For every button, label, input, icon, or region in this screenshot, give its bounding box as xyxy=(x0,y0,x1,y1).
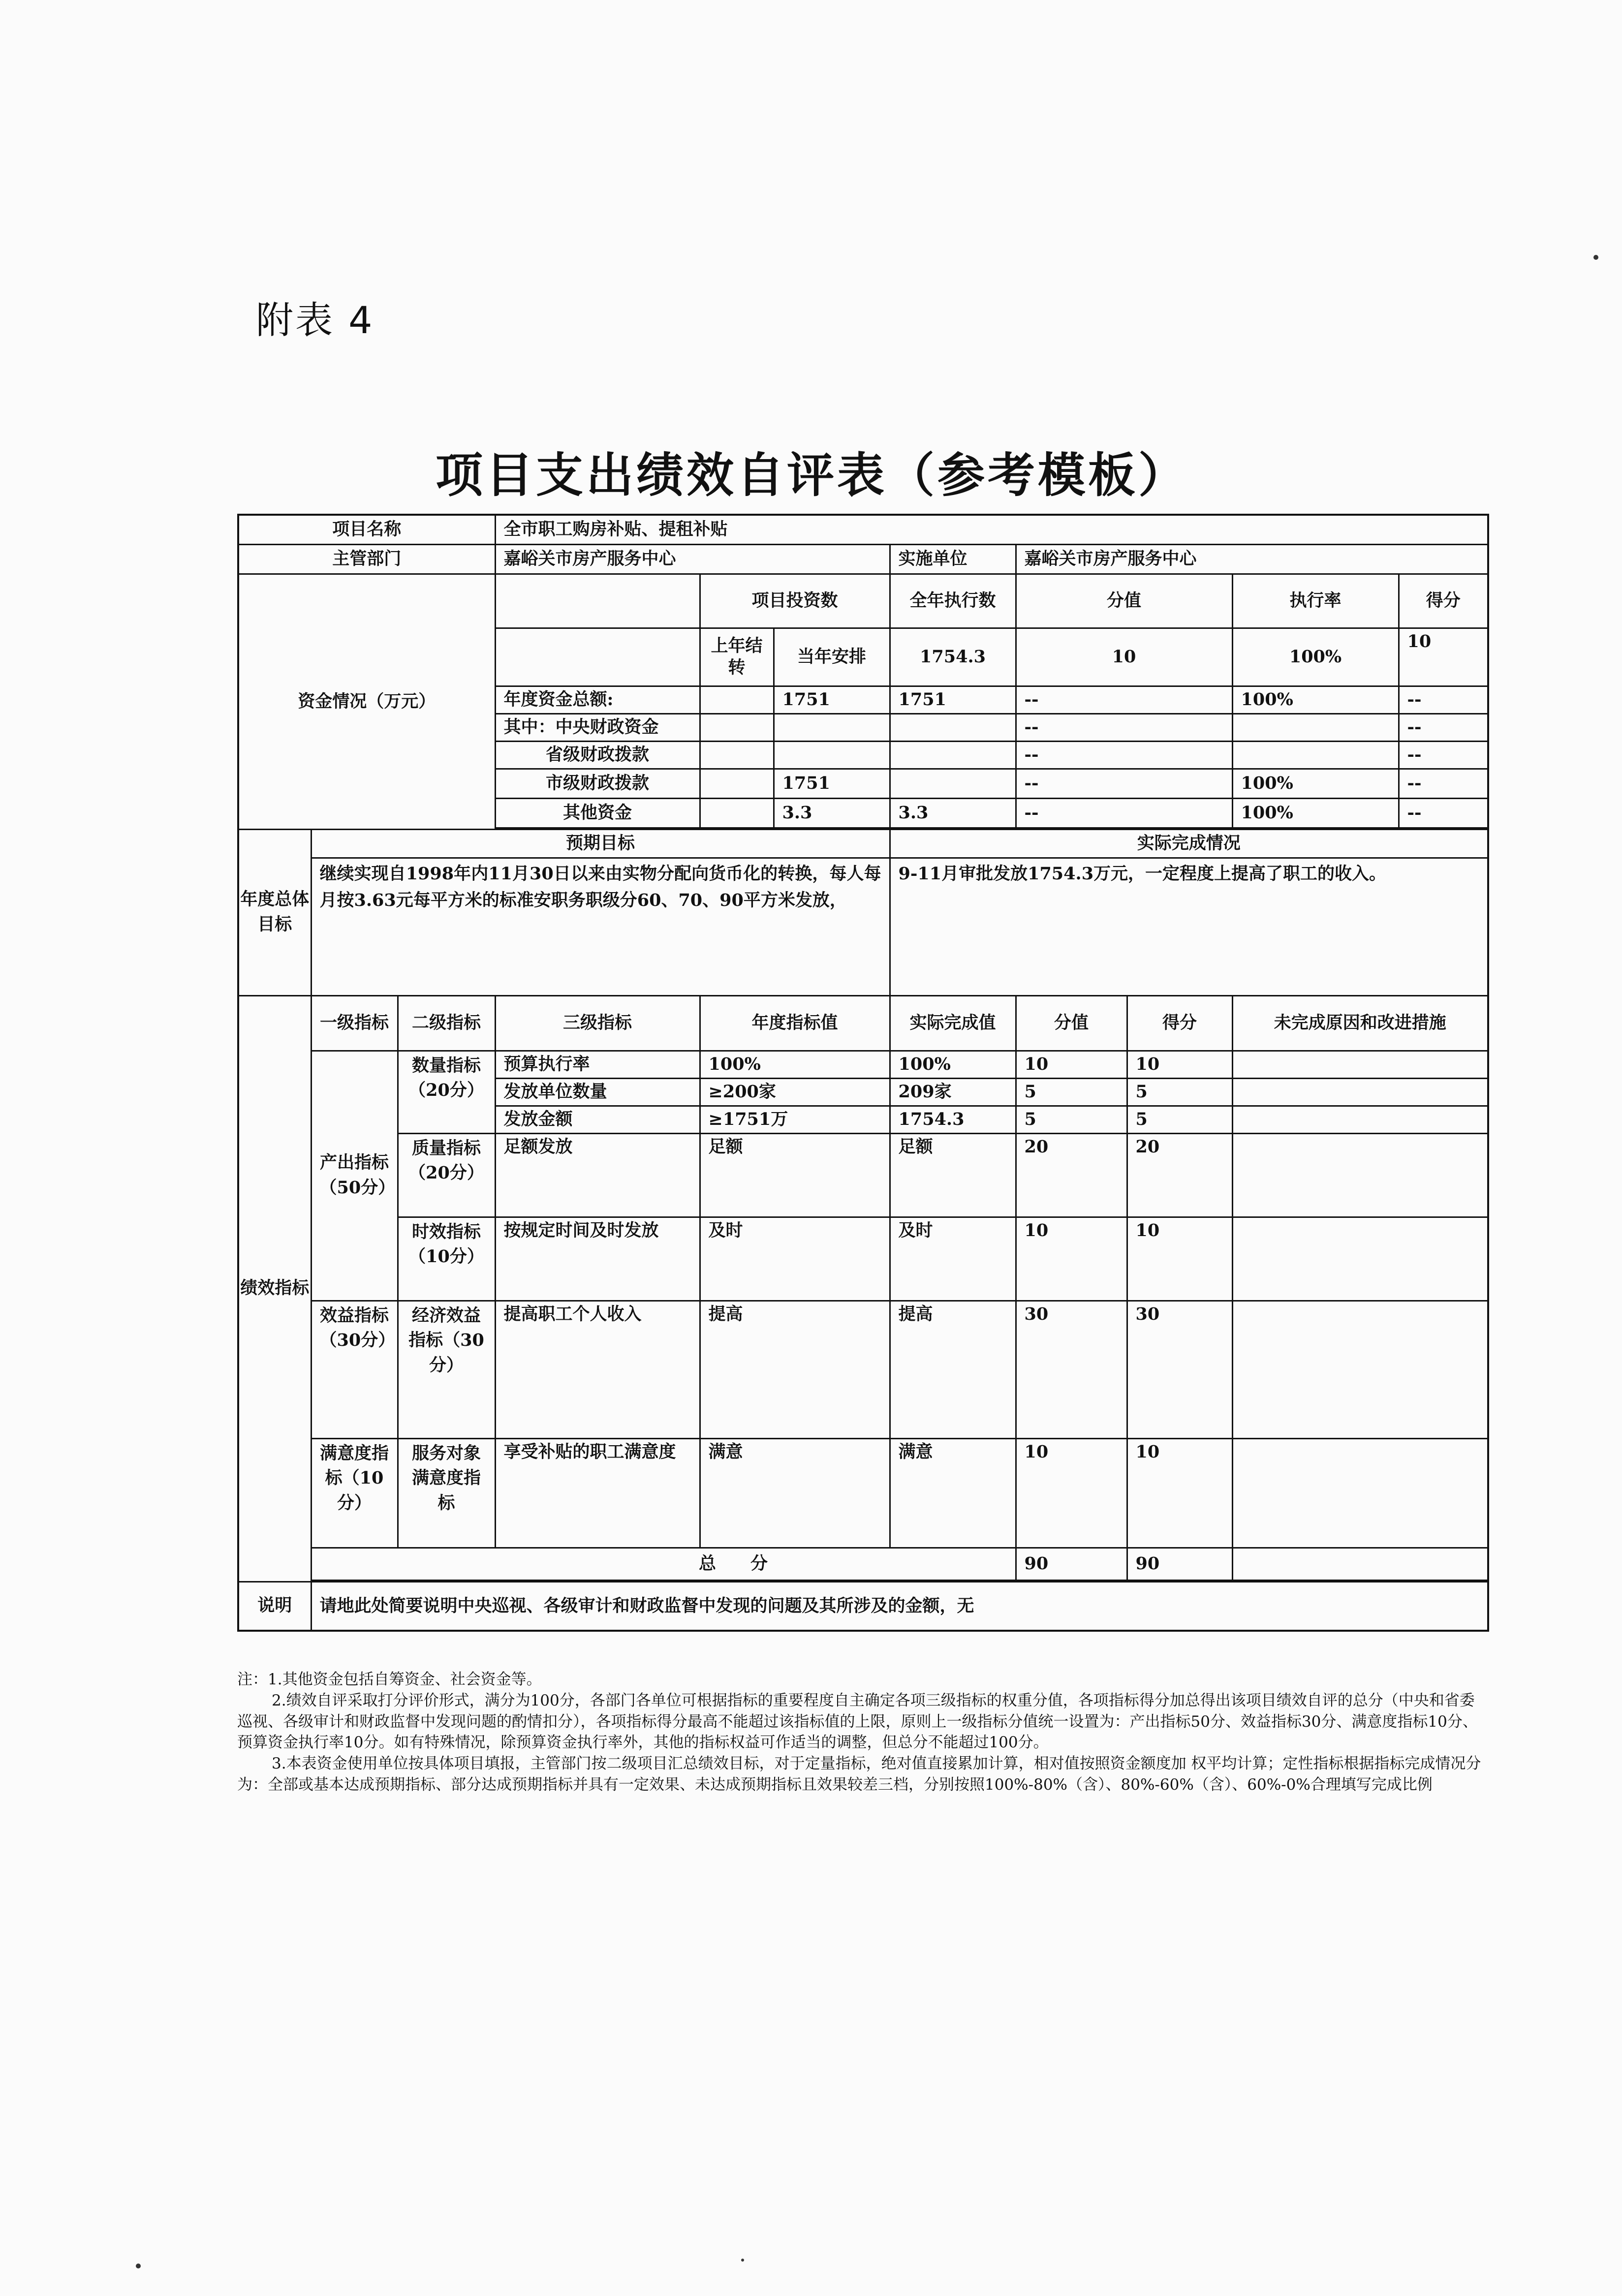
last-year-header: 上年结转 xyxy=(700,628,774,686)
funds-header-row xyxy=(238,574,1488,628)
goals-header-row xyxy=(238,829,1488,858)
indicator-target: ≥1751万 xyxy=(700,1106,890,1133)
note-item: 3.本表资金使用单位按具体项目填报，主管部门按二级项目汇总绩效目标，对于定量指标，绝对值直接累加计算，相对值按照资金额度加 权平均计算；定性指标根据指标完成情况分为：全部或基本达成预期指标、部分达成预期指标并具有一定效果、未达成预期指标且效果较差三档，分别按照100%-80%（含）、80%-60%（含）、60%-0%合理填写完成比例 xyxy=(237,1755,1481,1794)
notes xyxy=(237,1669,1487,1796)
funds-rate: 100% xyxy=(1232,686,1399,714)
indicator-score: 10 xyxy=(1127,1217,1232,1301)
actual-header: 实际完成值 xyxy=(890,995,1016,1051)
indicator-actual: 100% xyxy=(890,1051,1016,1078)
department-row xyxy=(238,544,1488,574)
indicator-target: 满意 xyxy=(700,1438,890,1548)
indicator-actual: 及时 xyxy=(890,1217,1016,1301)
total-row xyxy=(238,1548,1488,1580)
indicator-target: 足额 xyxy=(700,1133,890,1217)
indicator-reason xyxy=(1232,1051,1488,1078)
funds-last-year xyxy=(700,798,774,828)
funds-rate: 100% xyxy=(1232,798,1399,828)
department-label: 主管部门 xyxy=(238,544,495,574)
indicator-score-value: 10 xyxy=(1016,1051,1127,1078)
indicator-actual: 209家 xyxy=(890,1078,1016,1106)
project-name-value: 全市职工购房补贴、提租补贴 xyxy=(495,515,1488,544)
funds-row-label: 市级财政拨款 xyxy=(495,769,700,798)
note-item: 注：1.其他资金包括自筹资金、社会资金等。 xyxy=(237,1671,542,1688)
funds-rate xyxy=(1232,714,1399,741)
indicator-score: 20 xyxy=(1127,1133,1232,1217)
reason-header: 未完成原因和改进措施 xyxy=(1232,995,1488,1051)
funds-current-year: 3.3 xyxy=(774,798,890,828)
attachment-label: 附表 4 xyxy=(256,298,374,342)
indicator-row xyxy=(238,1133,1488,1217)
remark-row xyxy=(238,1582,1488,1631)
service-subgroup-label: 服务对象满意度指标 xyxy=(398,1438,495,1548)
indicator-score-value: 5 xyxy=(1016,1078,1127,1106)
indicator-name: 预算执行率 xyxy=(495,1051,700,1078)
remark-label: 说明 xyxy=(238,1582,311,1631)
funds-executed: 3.3 xyxy=(890,798,1016,828)
indicator-row xyxy=(238,1051,1488,1078)
total-score-value: 90 xyxy=(1016,1548,1127,1580)
funds-last-year xyxy=(700,741,774,769)
implementing-unit-label: 实施单位 xyxy=(890,544,1016,574)
quantity-subgroup-label: 数量指标（20分） xyxy=(398,1051,495,1133)
funds-current-year xyxy=(774,741,890,769)
indicator-reason xyxy=(1232,1106,1488,1133)
indicator-name: 发放单位数量 xyxy=(495,1078,700,1106)
score-header: 得分 xyxy=(1399,574,1488,628)
indicator-name: 发放金额 xyxy=(495,1106,700,1133)
funds-score: -- xyxy=(1399,798,1488,828)
indicator-reason xyxy=(1232,1217,1488,1301)
score-value-header: 分值 xyxy=(1016,574,1232,628)
funds-last-year xyxy=(700,686,774,714)
score-header: 得分 xyxy=(1127,995,1232,1051)
project-name-row xyxy=(238,515,1488,544)
goals-content-row xyxy=(238,858,1488,995)
total-reason-blank xyxy=(1232,1548,1488,1580)
current-year-header: 当年安排 xyxy=(774,628,890,686)
indicator-score: 10 xyxy=(1127,1051,1232,1078)
project-name-label: 项目名称 xyxy=(238,515,495,544)
funds-blank-cell xyxy=(495,628,700,686)
indicators-header-row xyxy=(238,995,1488,1051)
indicator-score-value: 30 xyxy=(1016,1301,1127,1438)
total-score: 90 xyxy=(1127,1548,1232,1580)
funds-executed xyxy=(890,769,1016,798)
funds-score-value: -- xyxy=(1016,714,1232,741)
note-item: 2.绩效自评采取打分评价形式，满分为100分，各部门各单位可根据指标的重要程度自主确定各项三级指标的权重分值，各项指标得分加总得出该项目绩效自评的总分（中央和省委巡视、各级审计和财政监督中发现问题的酌情扣分），各项指标得分最高不能超过该指标值的上限，原则上一级指标分值统一设置为：产出指标50分、效益指标30分、满意度指标10分、预算资金执行率10分。如有特殊情况，除预算资金执行率外，其他的指标权益可作适当的调整，但总分不能超过100分。 xyxy=(237,1691,1478,1752)
indicator-reason xyxy=(1232,1078,1488,1106)
funds-executed xyxy=(890,741,1016,769)
benefit-group-label: 效益指标（30分） xyxy=(311,1301,398,1438)
indicator-target: 100% xyxy=(700,1051,890,1078)
indicator-actual: 满意 xyxy=(890,1438,1016,1548)
goals-section-label: 年度总体目标 xyxy=(238,829,311,995)
funds-row-label: 其他资金 xyxy=(495,798,700,828)
indicator-score-value: 20 xyxy=(1016,1133,1127,1217)
funds-score-value: -- xyxy=(1016,769,1232,798)
indicator-target: ≥200家 xyxy=(700,1078,890,1106)
timeliness-subgroup-label: 时效指标（10分） xyxy=(398,1217,495,1301)
output-group-label: 产出指标（50分） xyxy=(311,1051,398,1301)
investment-header: 项目投资数 xyxy=(700,574,890,628)
department-value: 嘉峪关市房产服务中心 xyxy=(495,544,890,574)
funds-blank-cell xyxy=(495,574,700,628)
remark-text: 请地此处简要说明中央巡视、各级审计和财政监督中发现的问题及其所涉及的金额，无 xyxy=(311,1582,1488,1631)
scan-speck xyxy=(741,2259,744,2262)
performance-form xyxy=(237,514,1489,1632)
indicator-row xyxy=(238,1438,1488,1548)
quality-subgroup-label: 质量指标（20分） xyxy=(398,1133,495,1217)
indicator-actual: 1754.3 xyxy=(890,1106,1016,1133)
actual-status-text: 9-11月审批发放1754.3万元，一定程度上提高了职工的收入。 xyxy=(890,858,1488,995)
funds-score: -- xyxy=(1399,686,1488,714)
indicator-score: 10 xyxy=(1127,1438,1232,1548)
funds-rate: 100% xyxy=(1232,769,1399,798)
indicator-reason xyxy=(1232,1133,1488,1217)
funds-executed: 1751 xyxy=(890,686,1016,714)
funds-executed xyxy=(890,714,1016,741)
level3-header: 三级指标 xyxy=(495,995,700,1051)
satisfaction-group-label: 满意度指标（10分） xyxy=(311,1438,398,1548)
indicator-row xyxy=(238,1301,1488,1438)
indicator-actual: 足额 xyxy=(890,1133,1016,1217)
indicator-name: 享受补贴的职工满意度 xyxy=(495,1438,700,1548)
indicator-score-value: 10 xyxy=(1016,1438,1127,1548)
level1-header: 一级指标 xyxy=(311,995,398,1051)
implementing-unit-value: 嘉峪关市房产服务中心 xyxy=(1016,544,1488,574)
form-title: 项目支出绩效自评表（参考模板） xyxy=(436,448,1188,503)
score-header-value: 10 xyxy=(1399,628,1488,686)
funds-section-label: 资金情况（万元） xyxy=(238,574,495,829)
expected-goal-text: 继续实现自1998年内11月30日以来由实物分配向货币化的转换，每人每月按3.63元每平方米的标准安职务职级分60、70、90平方米发放， xyxy=(311,858,890,995)
indicators-section-label: 绩效指标 xyxy=(238,995,311,1582)
funds-current-year xyxy=(774,714,890,741)
funds-row-label: 其中：中央财政资金 xyxy=(495,714,700,741)
funds-score-value: -- xyxy=(1016,741,1232,769)
indicator-score: 5 xyxy=(1127,1106,1232,1133)
score-value-header: 分值 xyxy=(1016,995,1127,1051)
indicator-row xyxy=(238,1217,1488,1301)
funds-score-value: -- xyxy=(1016,686,1232,714)
economic-subgroup-label: 经济效益指标（30分） xyxy=(398,1301,495,1438)
funds-rate xyxy=(1232,741,1399,769)
scan-speck xyxy=(136,2264,141,2268)
indicator-name: 按规定时间及时发放 xyxy=(495,1217,700,1301)
scan-speck xyxy=(1593,255,1598,260)
level2-header: 二级指标 xyxy=(398,995,495,1051)
rate-header-value: 100% xyxy=(1232,628,1399,686)
funds-score: -- xyxy=(1399,769,1488,798)
target-header: 年度指标值 xyxy=(700,995,890,1051)
score-value-header-value: 10 xyxy=(1016,628,1232,686)
indicator-actual: 提高 xyxy=(890,1301,1016,1438)
indicator-reason xyxy=(1232,1438,1488,1548)
funds-row-label: 省级财政拨款 xyxy=(495,741,700,769)
funds-current-year: 1751 xyxy=(774,686,890,714)
executed-header-value: 1754.3 xyxy=(890,628,1016,686)
indicator-reason xyxy=(1232,1301,1488,1438)
expected-goal-header: 预期目标 xyxy=(311,829,890,858)
indicator-name: 提高职工个人收入 xyxy=(495,1301,700,1438)
indicator-target: 提高 xyxy=(700,1301,890,1438)
funds-row-label: 年度资金总额: xyxy=(495,686,700,714)
funds-score: -- xyxy=(1399,741,1488,769)
funds-score-value: -- xyxy=(1016,798,1232,828)
rate-header: 执行率 xyxy=(1232,574,1399,628)
indicator-target: 及时 xyxy=(700,1217,890,1301)
funds-current-year: 1751 xyxy=(774,769,890,798)
indicator-score: 30 xyxy=(1127,1301,1232,1438)
total-label: 总 分 xyxy=(311,1548,1016,1580)
indicator-name: 足额发放 xyxy=(495,1133,700,1217)
actual-status-header: 实际完成情况 xyxy=(890,829,1488,858)
funds-last-year xyxy=(700,769,774,798)
funds-last-year xyxy=(700,714,774,741)
indicator-score-value: 10 xyxy=(1016,1217,1127,1301)
indicator-score: 5 xyxy=(1127,1078,1232,1106)
funds-score: -- xyxy=(1399,714,1488,741)
executed-header: 全年执行数 xyxy=(890,574,1016,628)
indicator-score-value: 5 xyxy=(1016,1106,1127,1133)
